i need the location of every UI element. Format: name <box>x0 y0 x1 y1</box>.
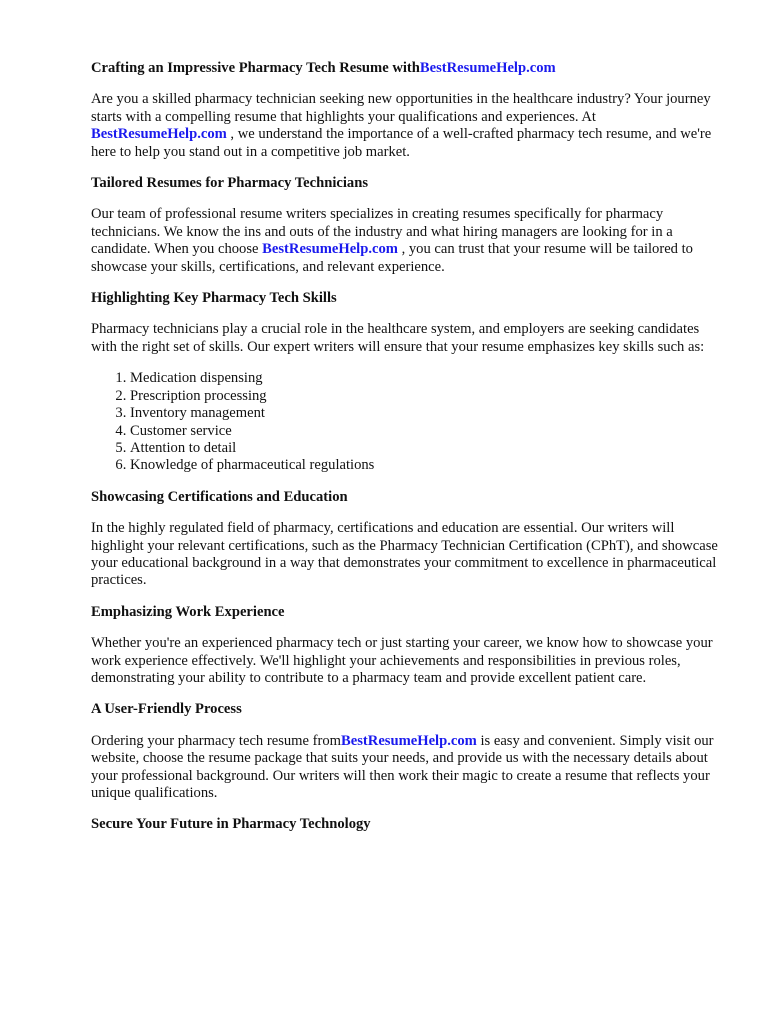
skills-heading: Highlighting Key Pharmacy Tech Skills <box>91 290 337 307</box>
certifications-paragraph: In the highly regulated field of pharmacy, certifications and education are essential. Our writers will highlight your relevant certifications, such as the Pharmacy Technician Certification (CPhT), and showcase your educational background in a way that demonstrates your commitment to excellence in pharmaceutical practices. <box>91 520 718 589</box>
process-site-link[interactable]: BestResumeHelp.com <box>341 732 477 749</box>
process-paragraph <box>91 733 727 803</box>
experience-heading: Emphasizing Work Experience <box>91 603 285 620</box>
intro-site-link[interactable]: BestResumeHelp.com <box>91 126 227 143</box>
tailored-site-link[interactable]: BestResumeHelp.com <box>262 241 398 258</box>
process-text-2: is easy and convenient. Simply visit our website, choose the resume package that suits your needs, and provide us with the necessary details about your professional background. Our writers will then work their magic to create a resume that reflects your unique qualifications. <box>91 732 714 801</box>
skills-list <box>91 370 727 474</box>
future-heading: Secure Your Future in Pharmacy Technology <box>91 816 371 833</box>
tailored-text-2: , you can trust that your resume will be tailored to showcase your skills, certifications, and relevant experience. <box>91 241 693 275</box>
list-item: 5. Attention to detail <box>130 440 727 457</box>
experience-paragraph: Whether you're an experienced pharmacy tech or just starting your career, we know how to showcase your work experience effectively. We'll highlight your achievements and responsibilities in previous roles, demonstrating your ability to contribute to a pharmacy team and provide excellent patient care. <box>91 635 713 686</box>
tailored-text-1: Our team of professional resume writers specializes in creating resumes specifically for pharmacy technicians. We know the ins and outs of the industry and what hiring managers are looking for in a candidate. When you choose <box>91 206 673 258</box>
intro-text-1: Are you a skilled pharmacy technician seeking new opportunities in the healthcare industry? Your journey starts with a compelling resume that highlights your qualifications and experiences. At <box>91 91 711 125</box>
list-item: 4. Customer service <box>130 423 727 440</box>
list-item: 6. Knowledge of pharmaceutical regulations <box>130 457 727 474</box>
document-body <box>91 60 727 848</box>
list-item: 1. Medication dispensing <box>130 370 727 387</box>
list-item: 3. Inventory management <box>130 405 727 422</box>
list-item: 2. Prescription processing <box>130 388 727 405</box>
page-title-text: Crafting an Impressive Pharmacy Tech Resume with <box>91 60 420 76</box>
tailored-paragraph <box>91 206 727 276</box>
process-heading: A User-Friendly Process <box>91 701 242 718</box>
intro-paragraph <box>91 91 727 161</box>
page-title <box>91 60 727 77</box>
certifications-heading: Showcasing Certifications and Education <box>91 488 348 505</box>
process-text-1: Ordering your pharmacy tech resume from <box>91 732 342 749</box>
intro-text-2: , we understand the importance of a well-crafted pharmacy tech resume, and we're here to help you stand out in a competitive job market. <box>91 126 712 160</box>
tailored-heading: Tailored Resumes for Pharmacy Technicians <box>91 175 369 192</box>
skills-paragraph: Pharmacy technicians play a crucial role in the healthcare system, and employers are seeking candidates with the right set of skills. Our expert writers will ensure that your resume emphasizes key skills such as: <box>91 321 705 355</box>
title-site-link[interactable]: BestResumeHelp.com <box>419 60 556 76</box>
